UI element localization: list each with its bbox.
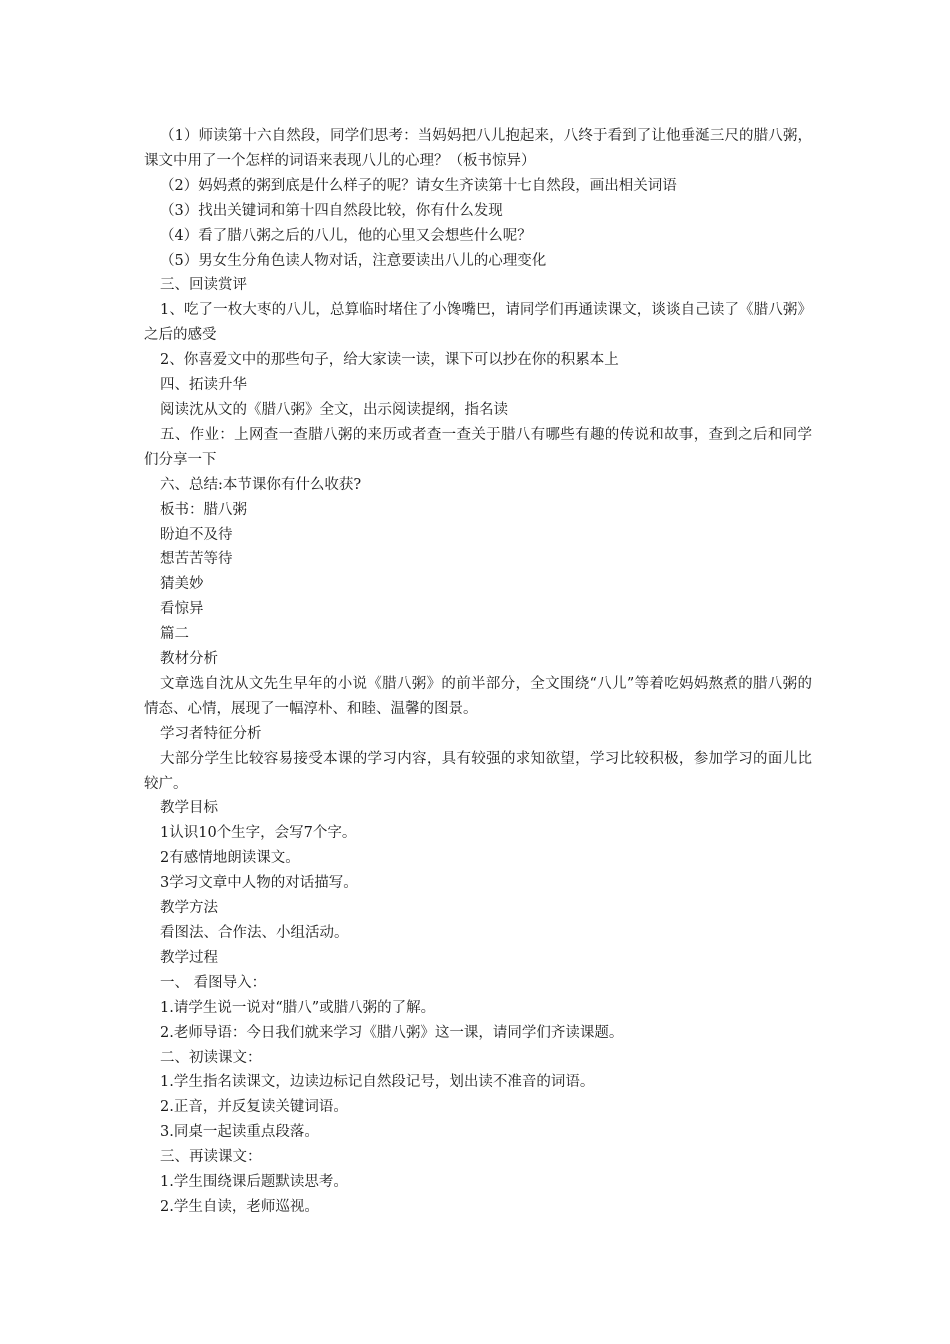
paragraph: 看惊异 bbox=[160, 601, 204, 618]
paragraph: 一、 看图导入： bbox=[160, 974, 267, 991]
paragraph: 教学过程 bbox=[160, 949, 218, 966]
paragraph: （5）男女生分角色读人物对话，注意要读出八儿的心理变化 bbox=[160, 252, 547, 269]
paragraph: 大部分学生比较容易接受本课的学习内容，具有较强的求知欲望，学习比较积极，参加学习的面儿比较广。 bbox=[144, 750, 812, 792]
document-body bbox=[144, 124, 812, 1220]
paragraph: 教学方法 bbox=[160, 900, 218, 917]
paragraph: 猜美妙 bbox=[160, 576, 204, 593]
paragraph: 三、再读课文： bbox=[160, 1149, 262, 1166]
paragraph: 板书：腊八粥 bbox=[160, 501, 247, 518]
paragraph: 1.请学生说一说对“腊八”或腊八粥的了解。 bbox=[160, 999, 436, 1016]
paragraph: 3.同桌一起读重点段落。 bbox=[160, 1124, 319, 1141]
paragraph: 盼迫不及待 bbox=[160, 526, 233, 543]
paragraph: 1.学生指名读课文，边读边标记自然段记号，划出读不准音的词语。 bbox=[160, 1074, 595, 1091]
paragraph: 1、吃了一枚大枣的八儿，总算临时堵住了小馋嘴巴，请同学们再通读课文，谈谈自己读了《腊八粥》之后的感受 bbox=[144, 302, 812, 344]
paragraph: 文章选自沈从文先生早年的小说《腊八粥》的前半部分，全文围绕“八儿”等着吃妈妈熬煮的腊八粥的情态、心情，展现了一幅淳朴、和睦、温馨的图景。 bbox=[144, 675, 812, 717]
paragraph: 1认识10个生字，会写7个字。 bbox=[160, 825, 357, 842]
paragraph: 教学目标 bbox=[160, 800, 218, 817]
paragraph: 看图法、合作法、小组活动。 bbox=[160, 925, 349, 941]
paragraph: 2有感情地朗读课文。 bbox=[160, 850, 300, 867]
paragraph: 四、拓读升华 bbox=[160, 377, 247, 394]
paragraph: 六、总结:本节课你有什么收获? bbox=[160, 476, 362, 493]
paragraph: （4）看了腊八粥之后的八儿，他的心里又会想些什么呢？ bbox=[160, 227, 532, 244]
paragraph: 2.学生自读，老师巡视。 bbox=[160, 1198, 319, 1215]
paragraph: 篇二 bbox=[160, 626, 189, 643]
paragraph: 学习者特征分析 bbox=[160, 725, 262, 742]
paragraph: 教材分析 bbox=[160, 651, 218, 668]
paragraph: 想苦苦等待 bbox=[160, 551, 233, 568]
paragraph: 2、你喜爱文中的那些句子，给大家读一读，课下可以抄在你的积累本上 bbox=[160, 352, 619, 369]
paragraph: 2.正音，并反复读关键词语。 bbox=[160, 1099, 348, 1116]
paragraph: 阅读沈从文的《腊八粥》全文，出示阅读提纲，指名读 bbox=[160, 401, 508, 418]
paragraph: 五、作业：上网查一查腊八粥的来历或者查一查关于腊八有哪些有趣的传说和故事，查到之后和同学们分享一下 bbox=[144, 426, 812, 468]
paragraph: 三、回读赏评 bbox=[160, 277, 247, 294]
paragraph: 1.学生围绕课后题默读思考。 bbox=[160, 1174, 348, 1191]
paragraph: 二、初读课文： bbox=[160, 1049, 262, 1066]
paragraph: （1）师读第十六自然段，同学们思考：当妈妈把八儿抱起来，八终于看到了让他垂涎三尺的腊八粥，课文中用了一个怎样的词语来表现八儿的心理？（板书惊异） bbox=[144, 128, 812, 169]
paragraph: 3学习文章中人物的对话描写。 bbox=[160, 875, 358, 892]
paragraph: （2）妈妈煮的粥到底是什么样子的呢？请女生齐读第十七自然段，画出相关词语 bbox=[160, 177, 677, 194]
paragraph: （3）找出关键词和第十四自然段比较，你有什么发现 bbox=[160, 202, 503, 219]
paragraph: 2.老师导语：今日我们就来学习《腊八粥》这一课，请同学们齐读课题。 bbox=[160, 1024, 624, 1041]
